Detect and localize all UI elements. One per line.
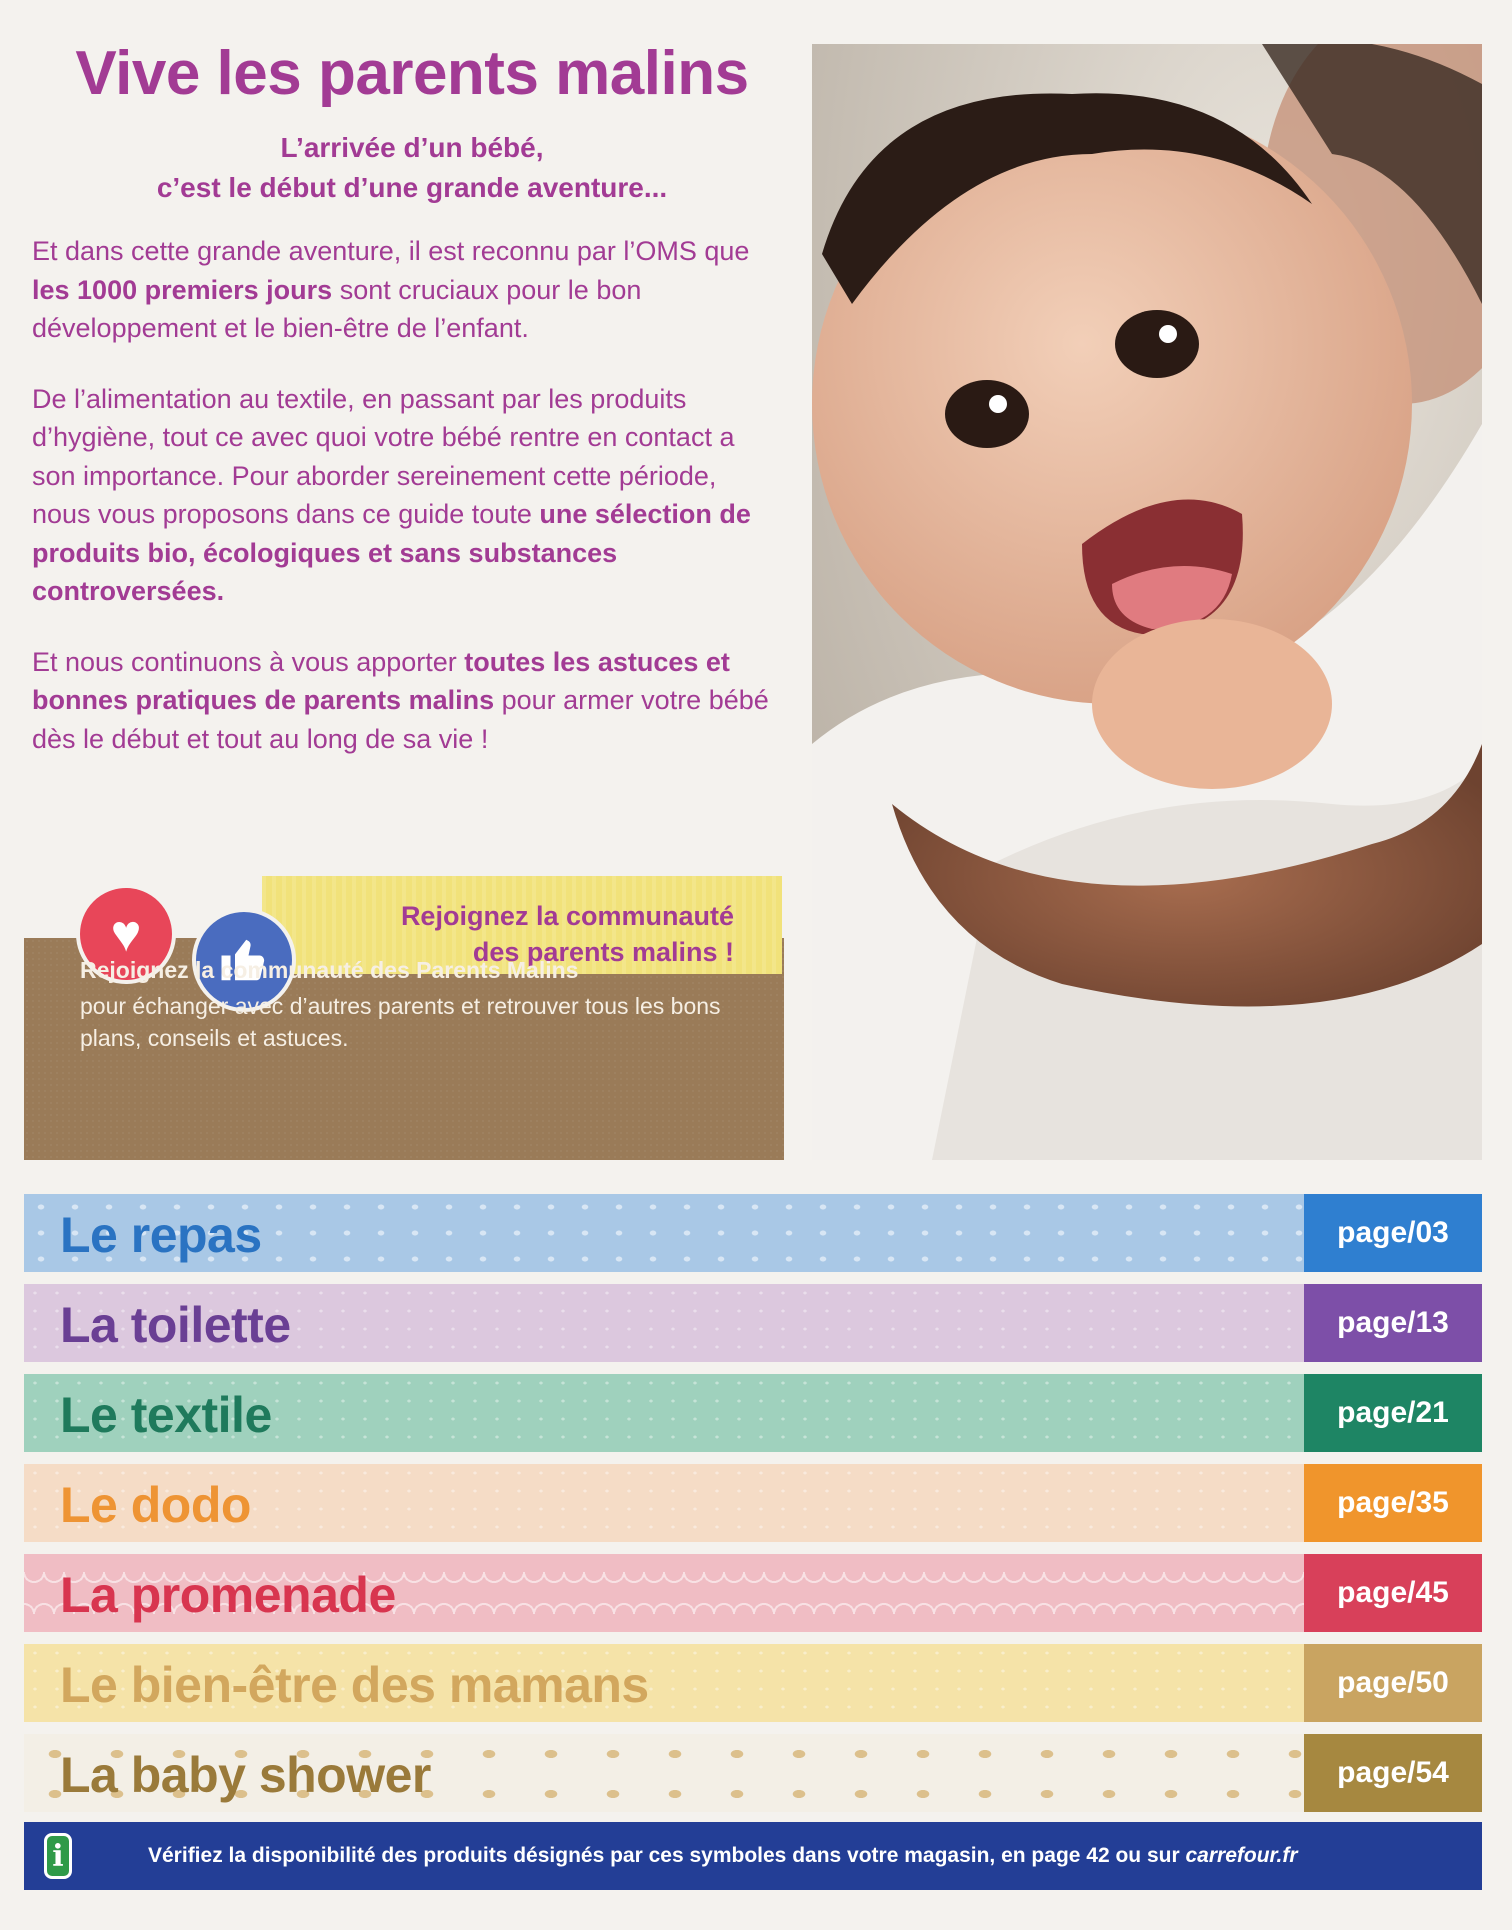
chapter-page-tag[interactable]: page/03: [1304, 1194, 1482, 1272]
page-title: Vive les parents malins: [75, 39, 749, 108]
community-block[interactable]: [24, 876, 784, 1160]
chapter-label: La baby shower: [60, 1747, 431, 1803]
community-heading: Rejoignez la communauté des Parents Malins: [80, 957, 579, 983]
chapter-label: La promenade: [60, 1567, 396, 1623]
footer-note: [148, 1844, 1298, 1868]
chapter-label: La toilette: [60, 1297, 291, 1353]
chapter-page-tag[interactable]: page/45: [1304, 1554, 1482, 1632]
chapter-row[interactable]: [24, 1374, 1482, 1452]
chapter-row[interactable]: [24, 1554, 1482, 1632]
paragraph-3-bold: toutes les astuces et bonnes pratiques de parents malins: [32, 646, 730, 715]
chapter-row[interactable]: [24, 1734, 1482, 1812]
callout-line-2: des parents malins !: [472, 937, 734, 967]
info-icon: i: [44, 1833, 72, 1879]
chapter-list: [24, 1194, 1482, 1824]
paragraph-1: [32, 232, 752, 348]
heart-icon: ♥: [76, 884, 176, 984]
paragraph-3-text-a: Et nous continuons à vous apporter: [32, 646, 465, 677]
chapter-page-tag[interactable]: page/21: [1304, 1374, 1482, 1452]
paragraph-2-bold: une sélection de produits bio, écologiques et sans substances controversées.: [32, 499, 751, 606]
paragraph-3: [32, 643, 772, 759]
availability-footer: [24, 1822, 1482, 1890]
baby-photo-illustration: [812, 44, 1482, 1160]
paragraph-1-text-c: sont cruciaux pour le bon développement et le bien-être de l’enfant.: [32, 274, 642, 343]
chapter-page-tag[interactable]: page/50: [1304, 1644, 1482, 1722]
chapter-row[interactable]: [24, 1194, 1482, 1272]
chapter-page-tag[interactable]: page/54: [1304, 1734, 1482, 1812]
paragraph-2-text-a: De l’alimentation au textile, en passant par les produits d’hygiène, tout ce avec quoi votre bébé rentre en contact a son importance. Pour aborder sereinement cette période, nous vous proposons dans ce guide toute: [32, 383, 735, 529]
subtitle: [32, 128, 792, 208]
paragraph-1-text-a: Et dans cette grande aventure, il est reconnu par l’OMS que: [32, 236, 750, 266]
subtitle-line-2: c’est le début d’une grande aventure...: [156, 172, 668, 203]
community-body: pour échanger avec d’autres parents et retrouver tous les bons plans, conseils et astuces.: [80, 993, 721, 1051]
chapter-label: Le bien-être des mamans: [60, 1657, 649, 1713]
baby-photo: [812, 44, 1482, 1160]
community-description: [80, 954, 740, 1054]
chapter-row[interactable]: [24, 1284, 1482, 1362]
chapter-page-tag[interactable]: page/35: [1304, 1464, 1482, 1542]
footer-note-text: Vérifiez la disponibilité des produits désignés par ces symboles dans votre magasin, en page 42 ou sur: [148, 1844, 1186, 1867]
intro-section: [32, 38, 792, 758]
callout-line-1: Rejoignez la communauté: [400, 901, 734, 931]
subtitle-line-1: L’arrivée d’un bébé,: [280, 132, 544, 163]
paragraph-2: [32, 380, 772, 611]
paragraph-1-bold: les 1000 premiers jours: [32, 274, 333, 305]
chapter-label: Le textile: [60, 1387, 272, 1443]
paragraph-3-text-c: pour armer votre bébé dès le début et tout au long de sa vie !: [32, 685, 769, 754]
chapter-label: Le repas: [60, 1207, 262, 1263]
chapter-row[interactable]: [24, 1464, 1482, 1542]
chapter-label: Le dodo: [60, 1477, 251, 1533]
carrefour-link[interactable]: carrefour.fr: [1185, 1844, 1298, 1867]
chapter-page-tag[interactable]: page/13: [1304, 1284, 1482, 1362]
chapter-row[interactable]: [24, 1644, 1482, 1722]
